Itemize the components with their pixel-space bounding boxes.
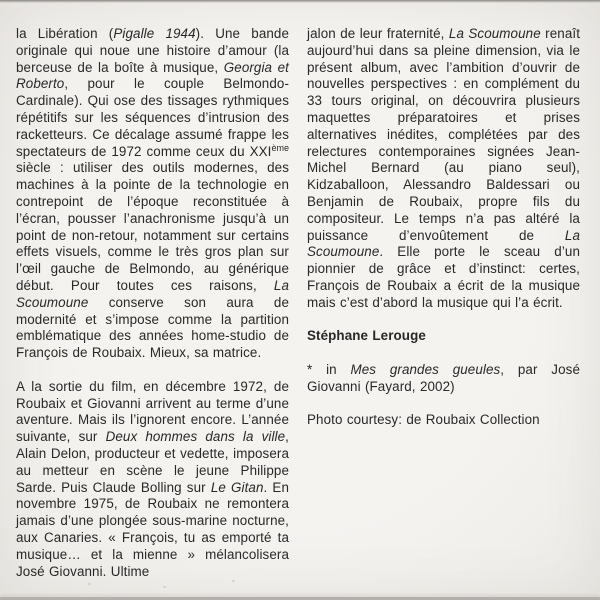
text-segment: , par José Giovanni (Fayard, 2002) (307, 361, 580, 394)
text-segment: , pour le couple Belmondo-Cardinale). Qui ose des tissages rythmiques répétitifs sur les séquences d’intrusion des racketteurs. Ce décalage assumé frappe les spectateurs de 1972 comme ceux du XXI (16, 76, 289, 159)
paragraph-album-reissue (307, 26, 580, 312)
page-edge-top (0, 0, 600, 3)
album-title-la-scoumoune: La Scoumoune (448, 26, 541, 41)
film-title-deux-hommes: Deux hommes dans la ville (105, 429, 286, 445)
dust-speck (88, 583, 91, 585)
author-name: Stéphane Lerouge (307, 328, 426, 344)
dust-speck (163, 586, 166, 588)
photo-credit: Photo courtesy: de Roubaix Collection (307, 412, 540, 428)
page-content (16, 26, 580, 597)
album-title-la-scoumoune: La Scoumoune (307, 227, 580, 260)
text-segment: la Libération ( (16, 26, 114, 41)
book-title-mes-grandes-gueules: Mes grandes gueules (350, 361, 501, 377)
text-segment: , Alain Delon, producteur et vedette, imposera au metteur en scène le jeune Philippe Sarde. Puis Claude Bolling sur (16, 429, 289, 495)
track-title-georgia-et-roberto: Georgia et Roberto (16, 59, 289, 92)
text-segment: jalon de leur fraternité, (307, 26, 449, 41)
text-segment: . Elle porte le sceau d’un pionnier de grâce et d’instinct: certes, François de Roubaix a écrit de la musique mais c’est d’abord la musique qui l’a écrit. (307, 244, 580, 310)
text-segment: A la sortie du film, en décembre 1972, de Roubaix et Giovanni arrivent au terme d’une aventure. Mais ils l’ignorent encore. L’année suivante, sur (16, 378, 289, 445)
paragraph-score-modernity (16, 26, 289, 362)
text-segment: ). Une bande originale qui noue une histoire d’amour (la berceuse de la boîte à musique, (16, 26, 290, 75)
album-title-la-scoumoune: La Scoumoune (16, 277, 289, 310)
left-column (16, 26, 289, 597)
superscript-ordinal: ème (271, 142, 289, 153)
dust-speck (232, 580, 235, 582)
footnote-marker-text: * in (307, 361, 351, 377)
text-segment: . En novembre 1975, de Roubaix ne remontera jamais d’une plongée sous-marine nocturne, aux Canaries. « François, tu as emporté ta musique… et la mienne » mélancolisera José Giovanni. Ultime (16, 479, 290, 579)
text-segment: siècle : utiliser des outils modernes, des machines à la pointe de la technologie en contrepoint de l’époque reconstituée à l’écran, pousser l’anachronisme jusqu’à un point de non-retour, notamment sur certains effets visuels, comme le très gros plan sur l’œil gauche de Belmondo, au générique début. Pour toutes ces raisons, (16, 160, 289, 293)
film-title-pigalle-1944: Pigalle 1944 (113, 26, 196, 41)
text-segment: renaît aujourd’hui dans sa pleine dimension, via le présent album, avec l’ambition d’ouvrir de nouvelles perspectives : en complément du 33 tours original, on découvrira plusieurs maquettes préparatoires et prises alternatives inédites, complétées par des relectures contemporaines signées Jean-Michel Bernard (au piano seul), Kidzaballoon, Alessandro Baldessari ou Benjamin de Roubaix, propre fils du compositeur. Le temps n’a pas altéré la puissance d’envoûtement de (307, 26, 581, 243)
paragraph-end-of-collaboration (16, 379, 289, 581)
footnote (307, 362, 580, 396)
film-title-le-gitan: Le Gitan (210, 479, 264, 495)
right-column (307, 26, 580, 597)
text-segment: conserve son aura de modernité et s’impose comme la partition emblématique des années home-studio de François de Roubaix. Mieux, sa matrice. (16, 294, 289, 361)
